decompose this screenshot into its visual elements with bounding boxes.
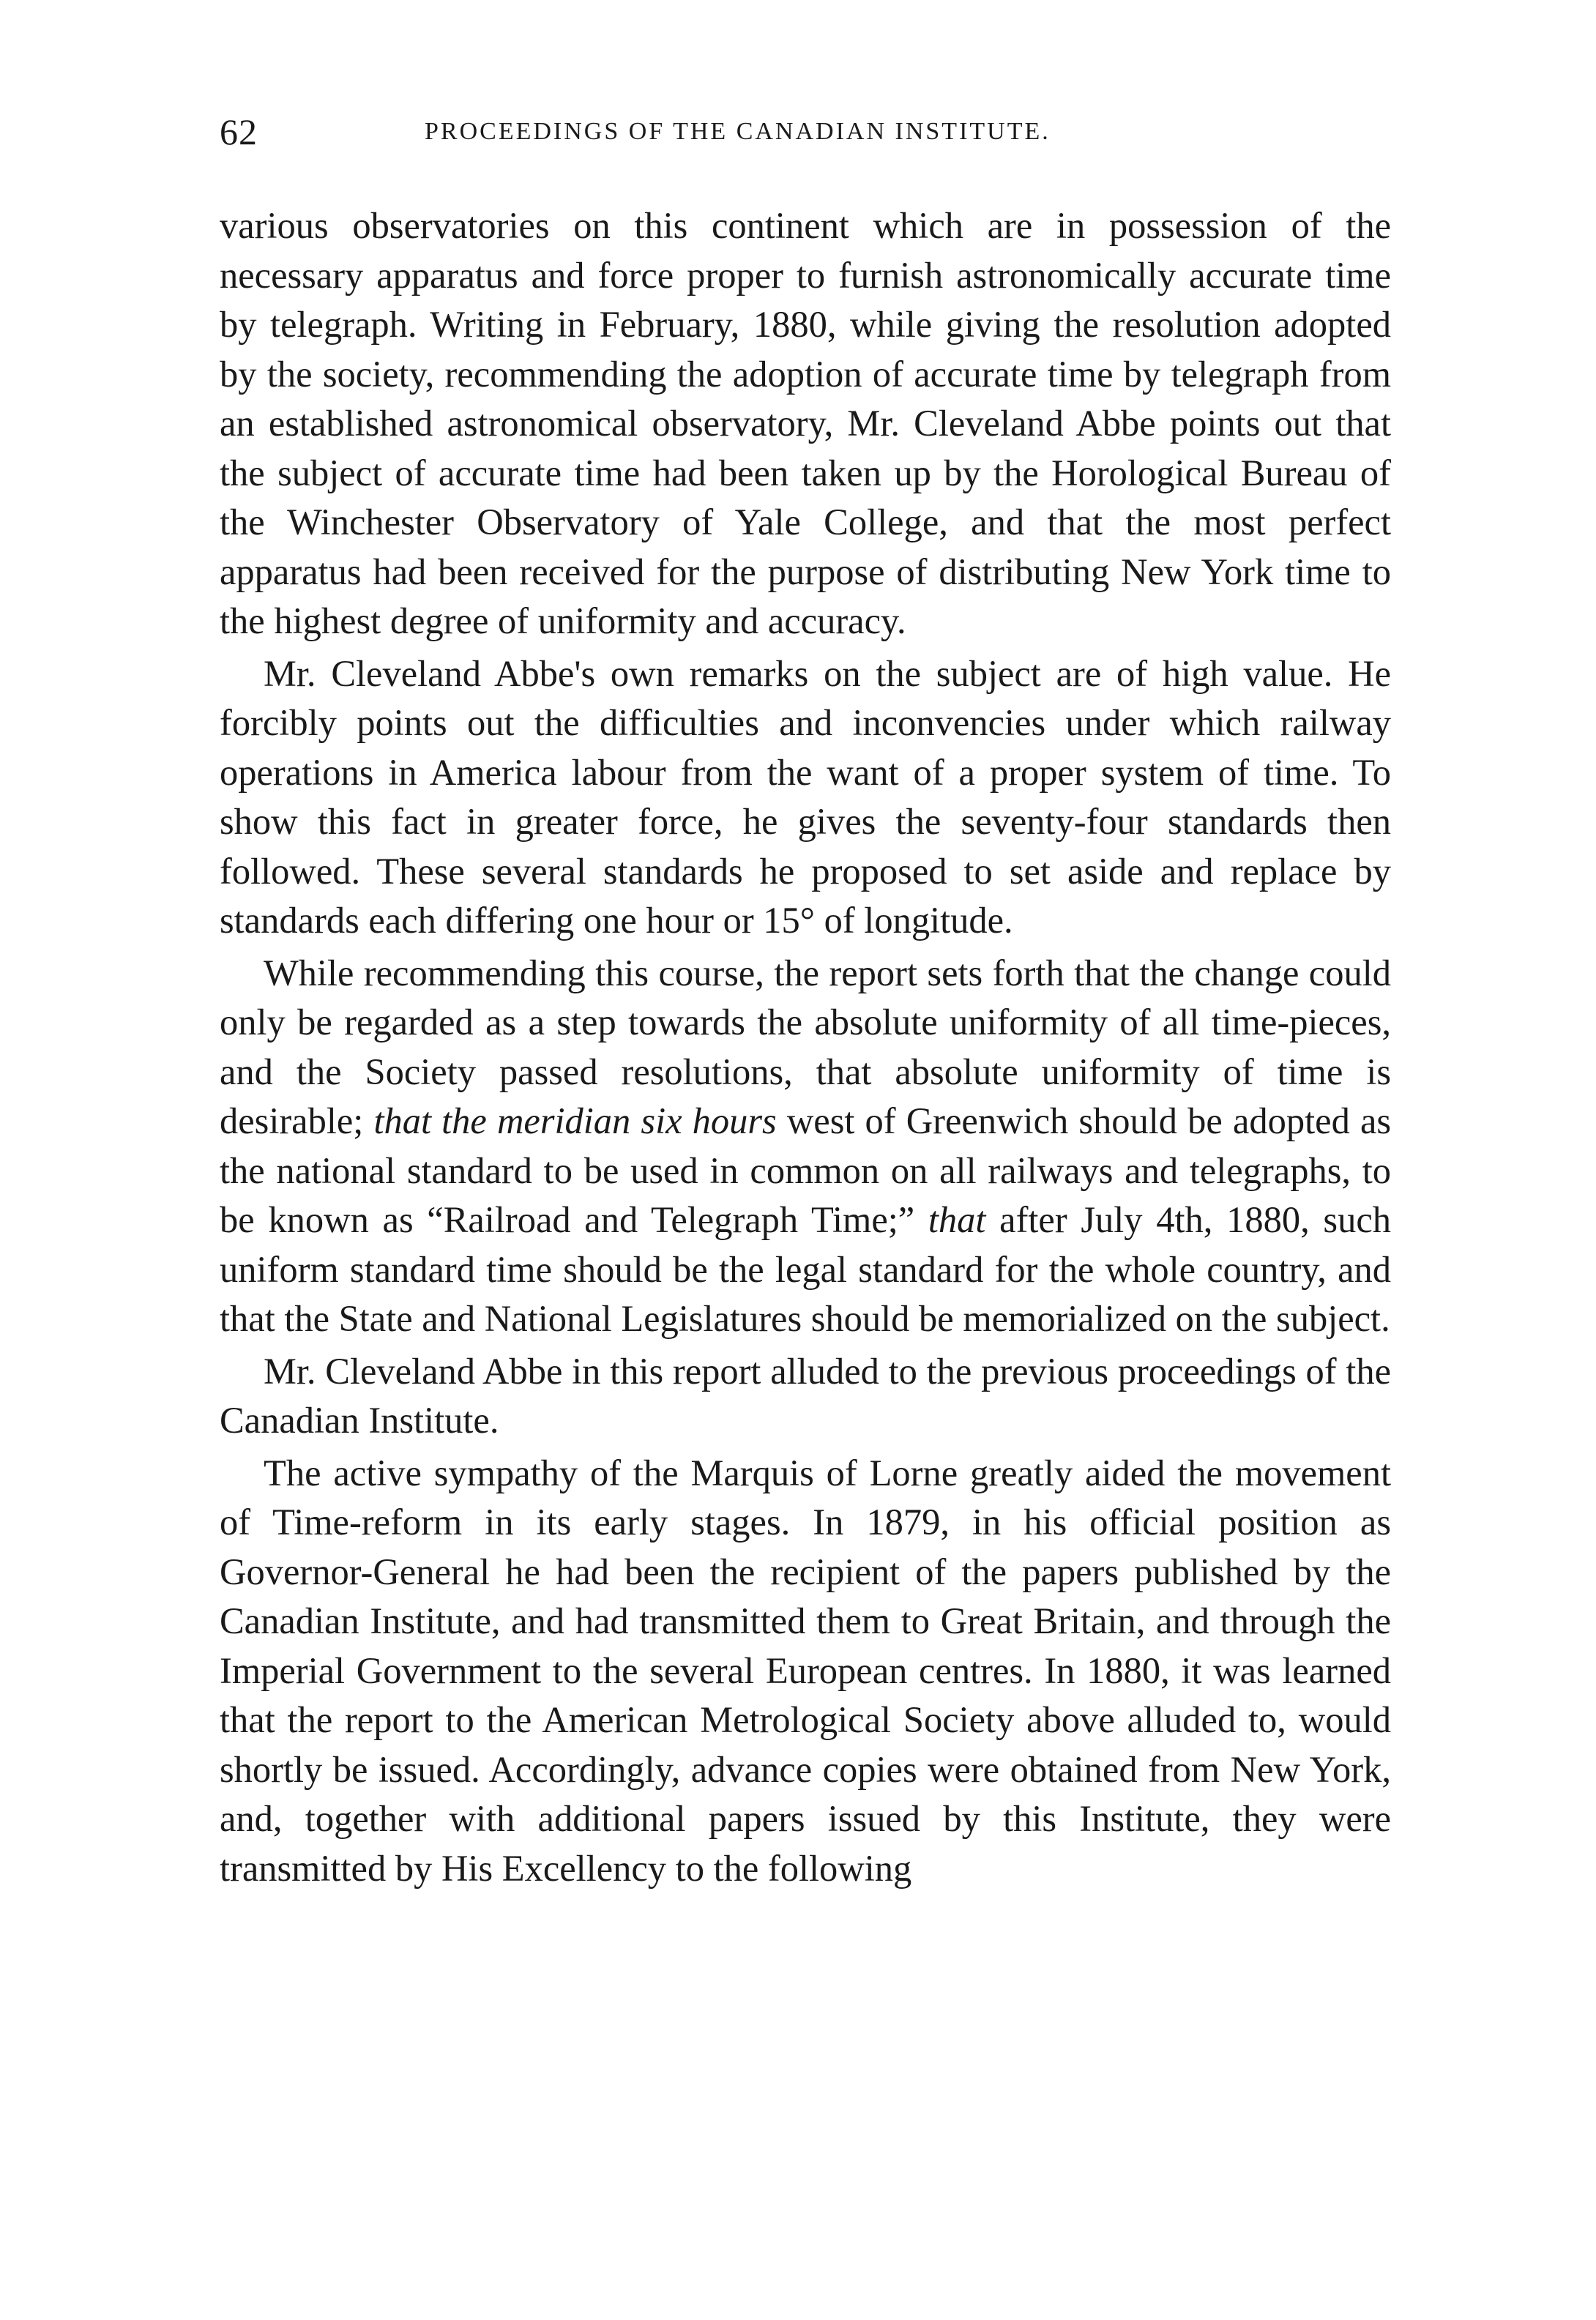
paragraph-3 <box>220 949 1391 1344</box>
paragraph-5: The active sympathy of the Marquis of Lorne greatly aided the movement of Time-reform in its early stages. In 1879, in his official position as Governor-General he had been the recipient of the papers published by the Canadian Institute, and had transmitted them to Great Britain, and through the Imperial Government to the several European centres. In 1880, it was learned that the report to the American Metrological Society above alluded to, would shortly be issued. Accordingly, advance copies were obtained from New York, and, together with additional papers issued by this Institute, they were transmitted by His Excellency to the following <box>220 1452 1391 1889</box>
paragraph-3-italic-1: that the meridian six hours <box>373 1100 777 1141</box>
body-text <box>220 201 1391 1893</box>
book-page <box>220 110 1391 1896</box>
page-header <box>220 110 1391 168</box>
paragraph-3-part-2: west of Greenwich should be adopted as the national standard to be used in common on all railways and telegraphs, to be known as “Railroad and Telegraph Time;” <box>220 1100 1392 1240</box>
paragraph-2: Mr. Cleveland Abbe's own remarks on the subject are of high value. He forcibly points out the difficulties and inconvencies under which railway operations in America labour from the want of a proper system of time. To show this fact in greater force, he gives the seventy-four standards then followed. These several standards he proposed to set aside and replace by standards each differing one hour or 15° of longitude. <box>220 652 1391 941</box>
running-head: PROCEEDINGS OF THE CANADIAN INSTITUTE. <box>425 118 1051 145</box>
paragraph-3-part-1: While recommending this course, the report sets forth that the change could only be regarded as a step towards the absolute uniformity of all time-pieces, and the Society passed resolutions, that absolute uniformity of time is desirable; <box>220 952 1391 1141</box>
paragraph-4: Mr. Cleveland Abbe in this report alluded to the previous proceedings of the Canadian Institute. <box>220 1350 1391 1441</box>
paragraph-3-italic-2: that <box>928 1199 986 1240</box>
page-number: 62 <box>220 111 258 152</box>
paragraph-1: various observatories on this continent which are in possession of the necessary apparatus and force proper to furnish astronomically accurate time by telegraph. Writing in February, 1880, while giving the resolution adopted by the society, recommending the adoption of accurate time by telegraph from an established astronomical observatory, Mr. Cleveland Abbe points out that the subject of accurate time had been taken up by the Horological Bureau of the Winchester Observatory of Yale College, and that the most perfect apparatus had been received for the purpose of distributing New York time to the highest degree of uniformity and accuracy. <box>220 205 1391 641</box>
paragraph-3-part-3: after July 4th, 1880, such uniform standard time should be the legal standard for the whole country, and that the State and National Legislatures should be memorialized on the subject. <box>220 1199 1391 1339</box>
